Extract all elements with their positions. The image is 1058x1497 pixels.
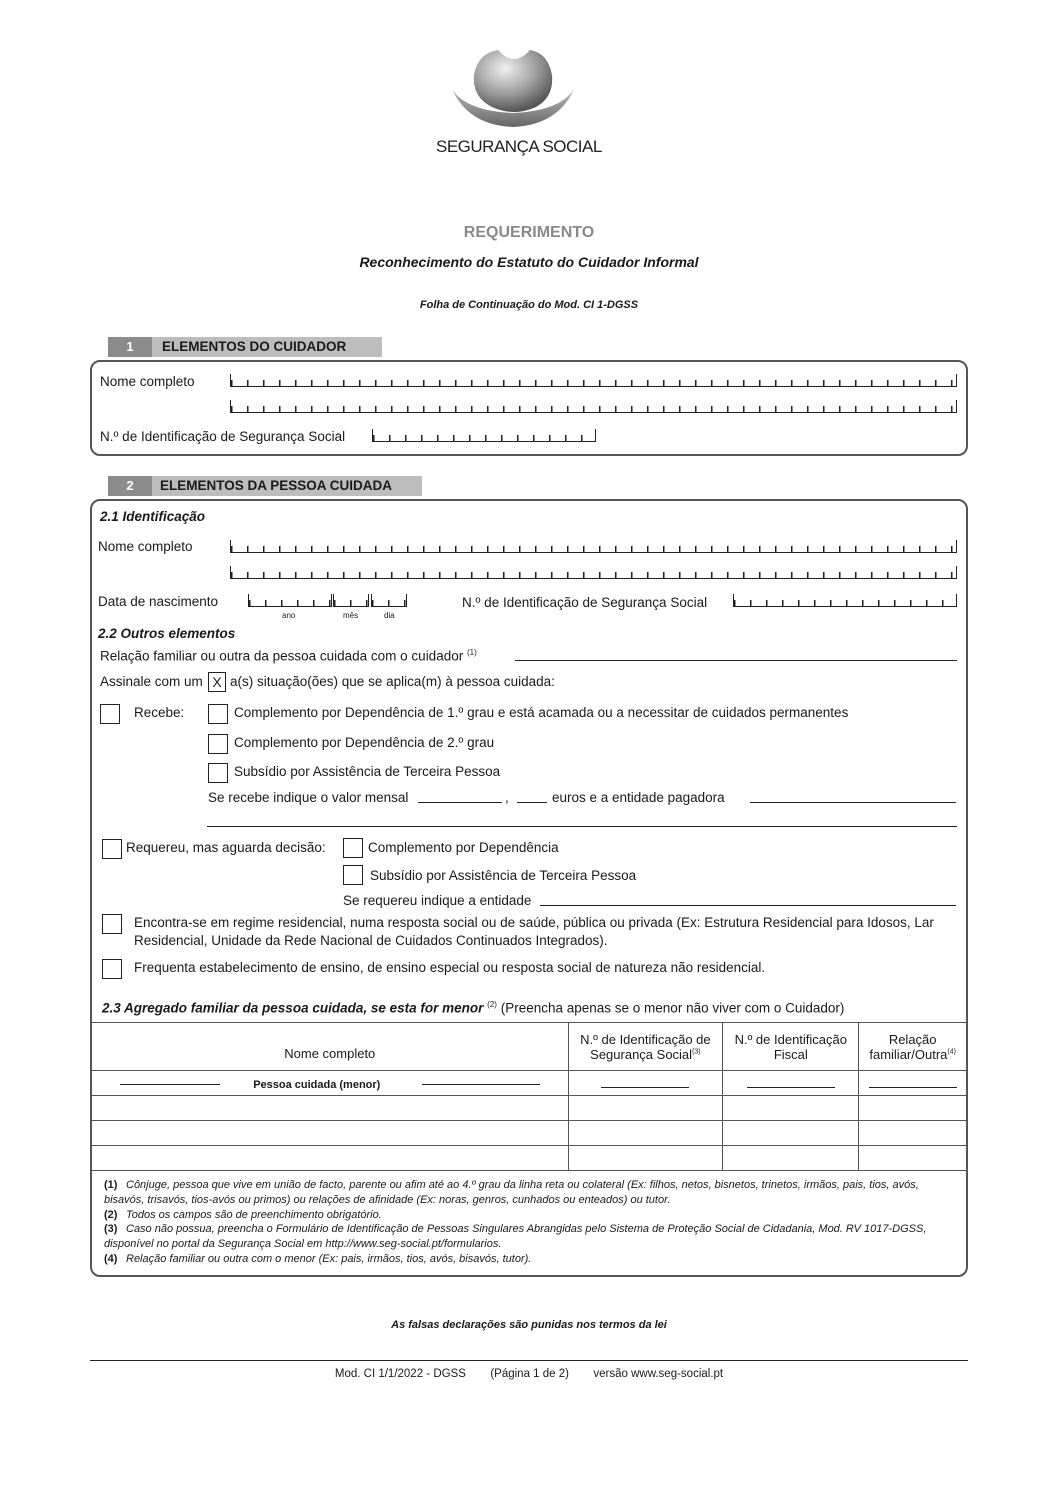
footnote-4-text: Relação familiar ou outra com o menor (Ex: pais, irmãos, tios, avós, bisavós, tutor). xyxy=(126,1253,532,1265)
birth-year-caption: ano xyxy=(282,611,296,620)
table-cell[interactable] xyxy=(859,1121,967,1146)
table-cell[interactable] xyxy=(92,1096,569,1121)
monthly-value-field[interactable] xyxy=(418,802,502,803)
sub3-note: (2) xyxy=(487,1000,497,1009)
footnote-2-num: (2) xyxy=(104,1209,118,1221)
birth-month-field[interactable] xyxy=(333,594,369,607)
section2-number: 2 xyxy=(108,476,152,496)
s1-name-field-1[interactable] xyxy=(230,374,957,387)
mark-intro-a: Assinale com um xyxy=(100,674,203,689)
receives-opt1-label: Complemento por Dependência de 1.º grau e está acamada ou a necessitar de cuidados permanentes xyxy=(234,705,849,720)
footnote-2-text: Todos os campos são de preenchimento obrigatório. xyxy=(126,1209,382,1221)
paying-entity-field-2[interactable] xyxy=(207,826,957,827)
mark-example-box xyxy=(208,672,226,692)
table-cell[interactable] xyxy=(92,1146,569,1171)
receives-label: Recebe: xyxy=(134,705,185,720)
s2-name-field-1[interactable] xyxy=(230,540,957,553)
monthly-cents-field[interactable] xyxy=(517,802,547,803)
receives-opt3-label: Subsídio por Assistência de Terceira Pessoa xyxy=(234,764,501,779)
col-ss-header xyxy=(568,1023,723,1071)
table-cell[interactable] xyxy=(568,1096,723,1121)
sub1-title: 2.1 Identificação xyxy=(100,509,206,524)
minor-nif-cell[interactable] xyxy=(723,1071,859,1096)
birth-label: Data de nascimento xyxy=(98,594,219,609)
sub3-hint: (Preencha apenas se o menor não viver com o Cuidador) xyxy=(500,1000,845,1016)
residential-checkbox[interactable] xyxy=(102,914,122,934)
table-row xyxy=(92,1071,967,1096)
footnote-2 xyxy=(104,1208,956,1223)
requested-opt1-checkbox[interactable] xyxy=(343,838,363,858)
relation-note: (1) xyxy=(466,648,477,657)
mark-intro-b: a(s) situação(ões) que se aplica(m) à pessoa cuidada: xyxy=(230,674,555,689)
col-ss-note: (3) xyxy=(692,1048,701,1056)
monthly-comma: , xyxy=(505,790,509,805)
minor-rel-cell[interactable] xyxy=(859,1071,967,1096)
table-cell[interactable] xyxy=(568,1146,723,1171)
col-name-text: Nome completo xyxy=(284,1045,376,1061)
requested-opt1-label: Complemento por Dependência xyxy=(368,840,559,855)
mark-x: X xyxy=(212,674,222,690)
minor-ss-cell[interactable] xyxy=(568,1071,723,1096)
footnote-4 xyxy=(104,1252,956,1267)
relation-label xyxy=(100,648,477,664)
footer-page: (Página 1 de 2) xyxy=(490,1368,569,1380)
receives-opt3-checkbox[interactable] xyxy=(208,763,228,783)
birth-month-caption: mês xyxy=(343,611,359,620)
col-name-header xyxy=(92,1023,569,1071)
logo-emblem-icon xyxy=(448,45,578,140)
minor-name-cell[interactable] xyxy=(92,1071,569,1096)
false-declarations-warning: As falsas declarações são punidas nos termos da lei xyxy=(391,1319,667,1331)
sub2-title: 2.2 Outros elementos xyxy=(98,626,236,641)
requested-entity-label: Se requereu indique a entidade xyxy=(343,893,532,908)
org-name: SEGURANÇA SOCIAL xyxy=(436,137,602,156)
footnote-3-text: Caso não possua, preencha o Formulário de Identificação de Pessoas Singulares Abrangidas pelo Sistema de Proteção Social de Cidadania, Mod. RV 1017-DGSS, disponível no portal da Segurança Social em http://www.seg-social.pt/formularios. xyxy=(104,1223,927,1250)
col-rel-note: (4) xyxy=(947,1048,956,1056)
school-checkbox[interactable] xyxy=(102,959,122,979)
relation-field[interactable] xyxy=(515,660,957,661)
footer-model: Mod. CI 1/1/2022 - DGSS xyxy=(334,1368,466,1380)
footer-info xyxy=(0,1368,1058,1380)
table-row xyxy=(92,1146,967,1171)
receives-opt2-checkbox[interactable] xyxy=(208,734,228,754)
doc-note: Folha de Continuação do Mod. CI 1-DGSS xyxy=(419,299,639,311)
footnote-1-num: (1) xyxy=(104,1179,118,1191)
s2-ss-label: N.º de Identificação de Segurança Social xyxy=(462,595,708,610)
col-rel-header xyxy=(859,1023,967,1071)
s1-name-field-2[interactable] xyxy=(230,400,957,413)
section1-title: ELEMENTOS DO CUIDADOR xyxy=(162,339,347,354)
monthly-label: Se recebe indique o valor mensal xyxy=(208,790,409,805)
receives-opt2-label: Complemento por Dependência de 2.º grau xyxy=(234,735,495,750)
footnote-3 xyxy=(104,1222,956,1252)
sub3-heading xyxy=(102,1000,844,1016)
school-text: Frequenta estabelecimento de ensino, de ensino especial ou resposta social de natureza não residencial. xyxy=(134,960,766,975)
requested-label: Requereu, mas aguarda decisão: xyxy=(126,840,326,855)
relation-label-text: Relação familiar ou outra da pessoa cuidada com o cuidador xyxy=(100,648,464,664)
birth-day-field[interactable] xyxy=(371,594,407,607)
residential-text: Encontra-se em regime residencial, numa resposta social ou de saúde, pública ou privada (Ex: Estrutura Residencial para Idosos, Lar Residencial, Unidade da Rede Nacional de Cuidados Continuados Integrados). xyxy=(134,915,934,948)
col-nif-header xyxy=(723,1023,859,1071)
s2-name-label: Nome completo xyxy=(98,539,193,554)
birth-day-caption: dia xyxy=(384,611,395,620)
table-cell[interactable] xyxy=(92,1121,569,1146)
requested-opt2-checkbox[interactable] xyxy=(343,865,363,885)
requested-opt2-label: Subsídio por Assistência de Terceira Pessoa xyxy=(370,868,637,883)
footer-version: versão www.seg-social.pt xyxy=(593,1368,724,1380)
table-header-row xyxy=(92,1023,967,1071)
footnote-1 xyxy=(104,1178,956,1208)
logo xyxy=(448,45,578,140)
s1-ss-label: N.º de Identificação de Segurança Social xyxy=(100,429,346,444)
col-ss-text: N.º de Identificação de Segurança Social xyxy=(580,1031,711,1062)
table-cell[interactable] xyxy=(723,1121,859,1146)
s1-ss-field[interactable] xyxy=(372,429,596,442)
receives-checkbox[interactable] xyxy=(100,704,120,724)
section2-title: ELEMENTOS DA PESSOA CUIDADA xyxy=(160,478,393,493)
paying-entity-field[interactable] xyxy=(750,802,956,803)
doc-title: REQUERIMENTO xyxy=(463,224,595,241)
footnote-3-num: (3) xyxy=(104,1223,118,1235)
household-table xyxy=(91,1022,967,1171)
doc-subtitle: Reconhecimento do Estatuto do Cuidador Informal xyxy=(359,254,699,270)
s2-ss-field[interactable] xyxy=(733,594,957,607)
table-row xyxy=(92,1096,967,1121)
footnote-4-num: (4) xyxy=(104,1253,118,1265)
s1-name-label: Nome completo xyxy=(100,374,195,389)
s2-name-field-2[interactable] xyxy=(230,566,957,579)
table-cell[interactable] xyxy=(859,1146,967,1171)
euros-label: euros e a entidade pagadora xyxy=(552,790,725,805)
table-cell[interactable] xyxy=(568,1121,723,1146)
footer-rule xyxy=(90,1360,968,1361)
section1-number: 1 xyxy=(108,337,152,357)
table-row xyxy=(92,1121,967,1146)
table-cell[interactable] xyxy=(723,1146,859,1171)
col-rel-text: Relação familiar/Outra xyxy=(869,1031,948,1062)
requested-entity-field[interactable] xyxy=(540,905,956,906)
requested-checkbox[interactable] xyxy=(102,839,122,859)
receives-opt1-checkbox[interactable] xyxy=(208,704,228,724)
sub3-title: 2.3 Agregado familiar da pessoa cuidada, se esta for menor xyxy=(102,1000,484,1016)
footnote-1-text: Cônjuge, pessoa que vive em união de facto, parente ou afim até ao 4.º grau da linha reta ou colateral (Ex: filhos, netos, bisnetos, trinetos, irmãos, pais, tios, avós, bisavós, trisavós, tios-avós ou primos) ou relações de afinidade (Ex: noras, genros, cunhados ou enteados) ou tutor. xyxy=(104,1179,919,1206)
table-cell[interactable] xyxy=(859,1096,967,1121)
col-nif-text: N.º de Identificação Fiscal xyxy=(734,1031,847,1062)
birth-year-field[interactable] xyxy=(248,594,332,607)
table-cell[interactable] xyxy=(723,1096,859,1121)
minor-label: Pessoa cuidada (menor) xyxy=(253,1078,381,1091)
